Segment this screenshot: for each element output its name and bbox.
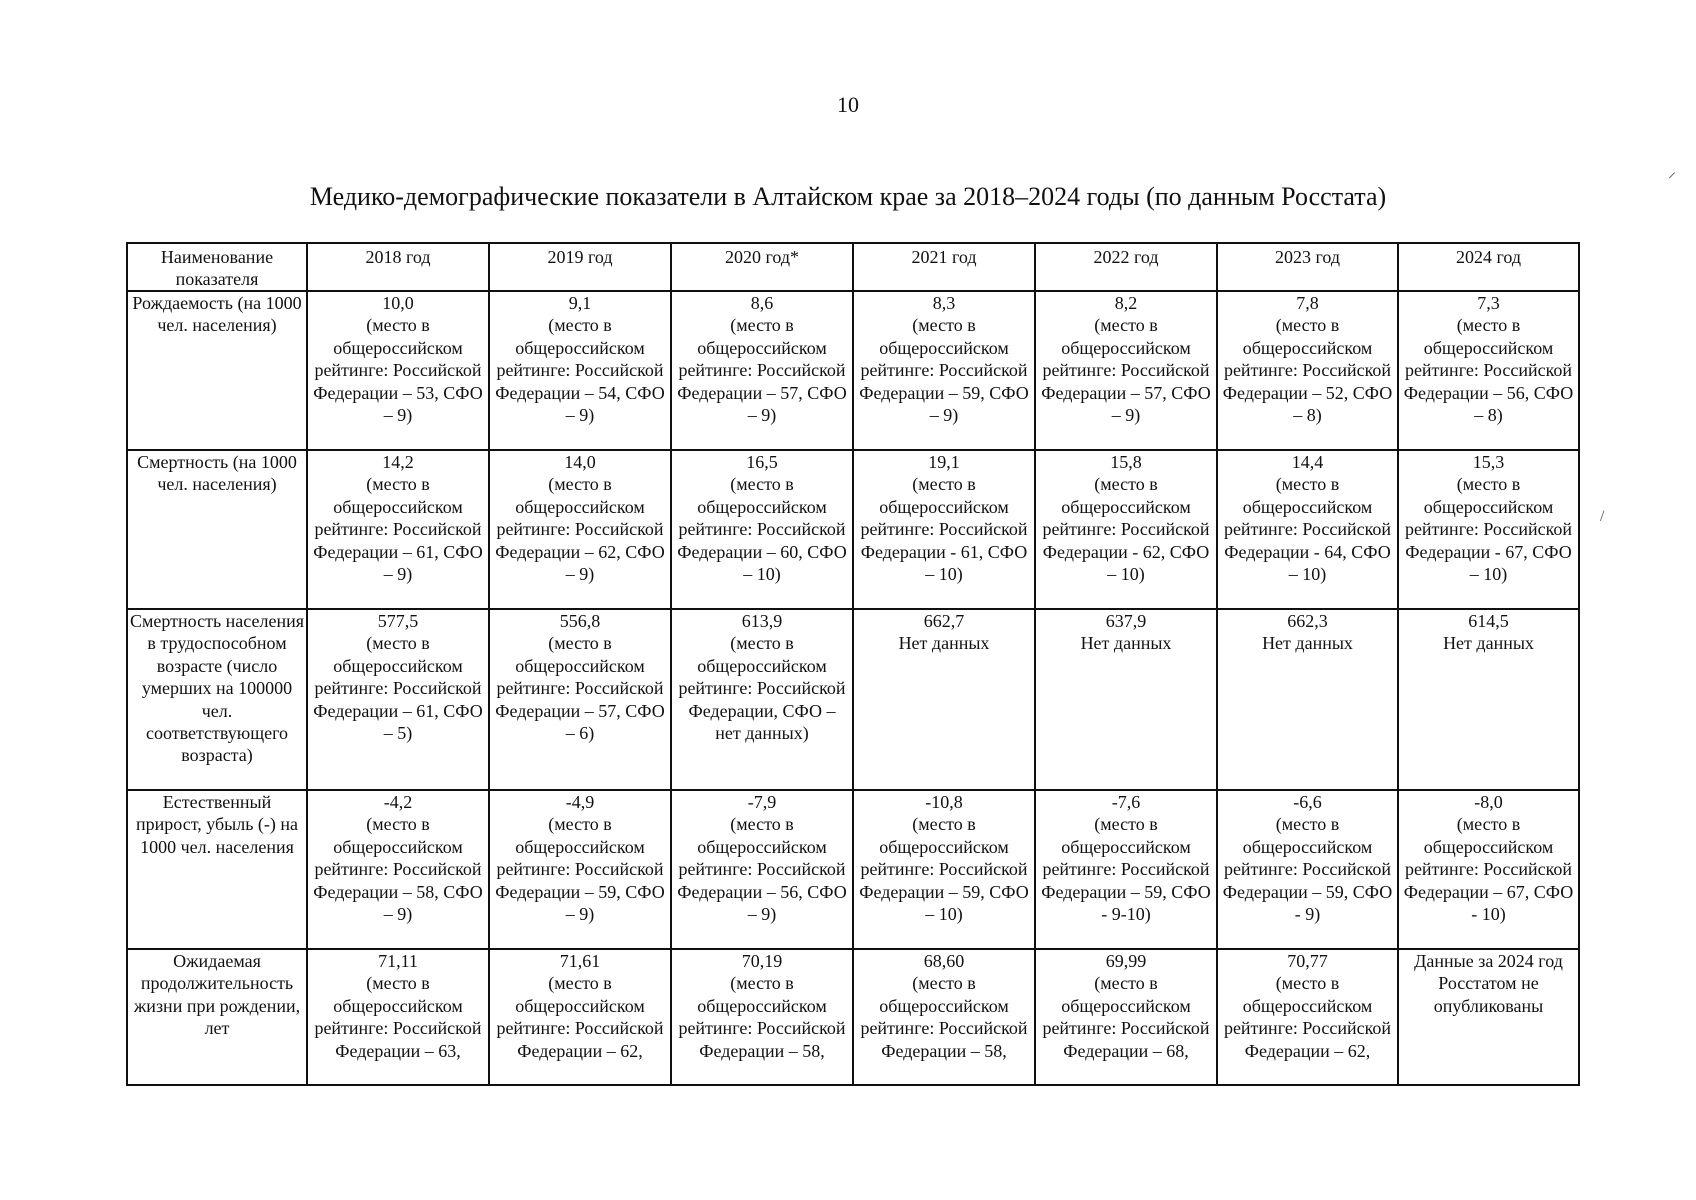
table-row-natural-growth [127,790,1579,949]
table-cell: 8,3 (место в общероссийском рейтинге: Российской Федерации – 59, СФО – 9) [853,291,1035,450]
row-label: Смертность населения в трудоспособном возрасте (число умерших на 100000 чел. соответствующего возраста) [127,609,307,790]
page-number: 10 [837,92,859,117]
document-title: Медико-демографические показатели в Алтайском крае за 2018–2024 годы (по данным Росстата) [309,182,1387,211]
table-cell: 14,0 (место в общероссийском рейтинге: Российской Федерации – 62, СФО – 9) [489,450,671,609]
table-row-birth-rate [127,291,1579,450]
header-indicator-name: Наименование показателя [127,243,307,291]
scan-artifact: ⸝ [1668,164,1677,181]
table-cell: 14,2 (место в общероссийском рейтинге: Российской Федерации – 61, СФО – 9) [307,450,489,609]
table-cell: 662,7 Нет данных [853,609,1035,790]
table-cell: 14,4 (место в общероссийском рейтинге: Российской Федерации - 64, СФО – 10) [1217,450,1398,609]
header-year-2018: 2018 год [307,243,489,291]
header-year-2021: 2021 год [853,243,1035,291]
table-cell: 7,8 (место в общероссийском рейтинге: Российской Федерации – 52, СФО – 8) [1217,291,1398,450]
table-header-row [127,243,1579,291]
table-cell: 70,77 (место в общероссийском рейтинге: Российской Федерации – 62, [1217,949,1398,1085]
header-year-2019: 2019 год [489,243,671,291]
table-row-life-expectancy [127,949,1579,1085]
table-cell: 15,8 (место в общероссийском рейтинге: Российской Федерации - 62, СФО – 10) [1035,450,1217,609]
table-cell: -8,0 (место в общероссийском рейтинге: Российской Федерации – 67, СФО - 10) [1398,790,1579,949]
table-cell: 7,3 (место в общероссийском рейтинге: Российской Федерации – 56, СФО – 8) [1398,291,1579,450]
header-year-2022: 2022 год [1035,243,1217,291]
table-cell: 71,11 (место в общероссийском рейтинге: Российской Федерации – 63, [307,949,489,1085]
table-cell: 614,5 Нет данных [1398,609,1579,790]
table-cell: -7,9 (место в общероссийском рейтинге: Российской Федерации – 56, СФО – 9) [671,790,853,949]
table-cell: -4,2 (место в общероссийском рейтинге: Российской Федерации – 58, СФО – 9) [307,790,489,949]
table-cell: 10,0 (место в общероссийском рейтинге: Российской Федерации – 53, СФО – 9) [307,291,489,450]
table-cell: 15,3 (место в общероссийском рейтинге: Российской Федерации - 67, СФО – 10) [1398,450,1579,609]
table-cell: -10,8 (место в общероссийском рейтинге: Российской Федерации – 59, СФО – 10) [853,790,1035,949]
table-cell: 662,3 Нет данных [1217,609,1398,790]
demographics-table [126,242,1580,1086]
row-label: Естественный прирост, убыль (-) на 1000 чел. населения [127,790,307,949]
table-cell: 556,8 (место в общероссийском рейтинге: Российской Федерации – 57, СФО – 6) [489,609,671,790]
table-cell: 613,9 (место в общероссийском рейтинге: Российской Федерации, СФО – нет данных) [671,609,853,790]
table-cell: 9,1 (место в общероссийском рейтинге: Российской Федерации – 54, СФО – 9) [489,291,671,450]
scan-artifact: / [1600,508,1605,525]
table-cell: 19,1 (место в общероссийском рейтинге: Российской Федерации - 61, СФО – 10) [853,450,1035,609]
table-cell: -4,9 (место в общероссийском рейтинге: Российской Федерации – 59, СФО – 9) [489,790,671,949]
table-cell: 71,61 (место в общероссийском рейтинге: Российской Федерации – 62, [489,949,671,1085]
table-row-mortality [127,450,1579,609]
header-year-2023: 2023 год [1217,243,1398,291]
table-cell: 68,60 (место в общероссийском рейтинге: Российской Федерации – 58, [853,949,1035,1085]
row-label: Смертность (на 1000 чел. населения) [127,450,307,609]
header-year-2020: 2020 год* [671,243,853,291]
table-cell: 70,19 (место в общероссийском рейтинге: Российской Федерации – 58, [671,949,853,1085]
header-year-2024: 2024 год [1398,243,1579,291]
table-cell: -6,6 (место в общероссийском рейтинге: Российской Федерации – 59, СФО - 9) [1217,790,1398,949]
table-cell: 8,2 (место в общероссийском рейтинге: Российской Федерации – 57, СФО – 9) [1035,291,1217,450]
row-label: Ожидаемая продолжительность жизни при рождении, лет [127,949,307,1085]
table-row-working-age-mortality [127,609,1579,790]
table-cell: 16,5 (место в общероссийском рейтинге: Российской Федерации – 60, СФО – 10) [671,450,853,609]
table-cell: 637,9 Нет данных [1035,609,1217,790]
table-cell: Данные за 2024 год Росстатом не опубликованы [1398,949,1579,1085]
table-cell: 69,99 (место в общероссийском рейтинге: Российской Федерации – 68, [1035,949,1217,1085]
table-cell: 577,5 (место в общероссийском рейтинге: Российской Федерации – 61, СФО – 5) [307,609,489,790]
table-cell: 8,6 (место в общероссийском рейтинге: Российской Федерации – 57, СФО – 9) [671,291,853,450]
table-cell: -7,6 (место в общероссийском рейтинге: Российской Федерации – 59, СФО - 9-10) [1035,790,1217,949]
row-label: Рождаемость (на 1000 чел. населения) [127,291,307,450]
